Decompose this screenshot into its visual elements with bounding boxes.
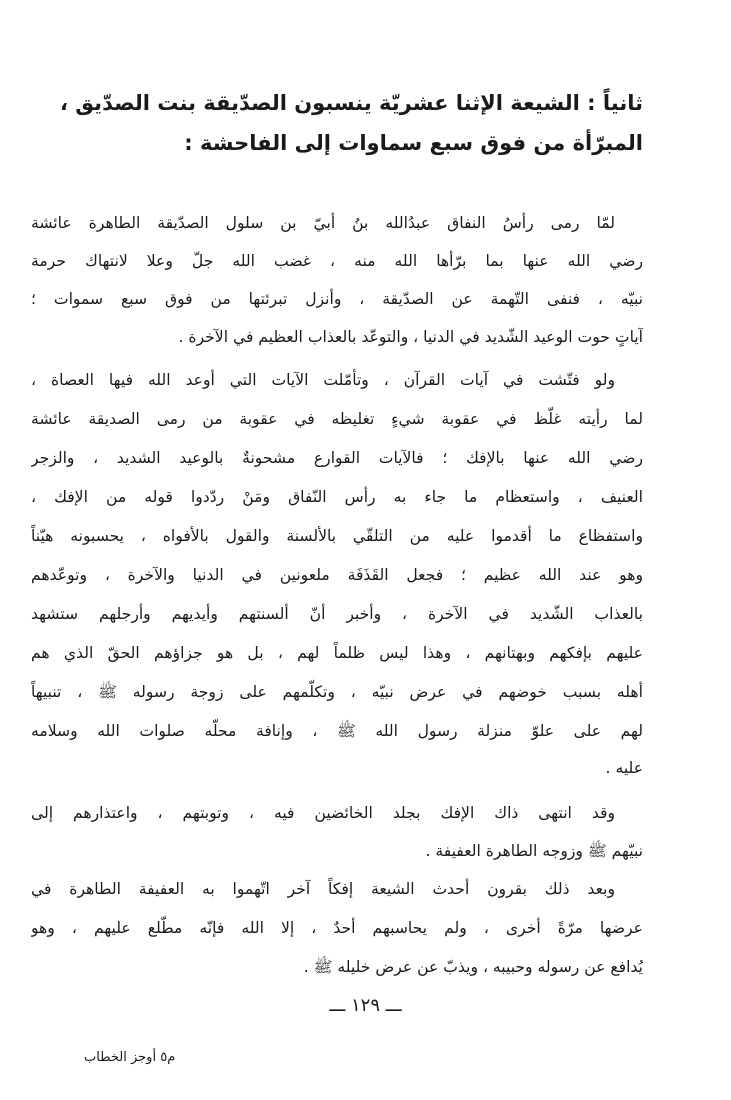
paragraph-4-line-1: وبعد ذلك بقرون أحدث الشيعة إفكاً آخر اتّهموا به العفيفة الطاهرة في xyxy=(31,880,615,898)
paragraph-4-line-3: يُدافع عن رسوله وحبيبه ، ويذبّ عن عرض خليله ﷺ . xyxy=(303,958,643,976)
paragraph-2-line-1: ولو فتّشت في آيات القرآن ، وتأمّلت الآيات التي أوعد الله فيها العصاة ، xyxy=(31,371,615,389)
page-number: ـــ ١٢٩ ـــ xyxy=(329,995,402,1016)
paragraph-2-line-6: وهو عند الله عظيم ؛ فجعل القَذَفَة ملعونين في الدنيا والآخرة ، وتوعّدهم xyxy=(31,566,643,584)
paragraph-3-line-1: وقد انتهى ذاك الإفك بجلد الخائضين فيه ، وتوبتهم ، واعتذارهم إلى xyxy=(31,804,615,822)
paragraph-2-line-5: واستفظاع ما أقدموا عليه من التلقّي بالألسنة والقول بالأفواه ، يحسبونه هيّناً xyxy=(31,527,643,545)
paragraph-2-line-11: عليه . xyxy=(605,759,643,777)
paragraph-1-line-4: آياتٍ حوت الوعيد الشّديد في الدنيا ، والتوعّد بالعذاب العظيم في الآخرة . xyxy=(178,328,643,346)
paragraph-1-line-2: رضي الله عنها بما برّأها الله منه ، غضب الله جلّ وعلا لانتهاك حرمة xyxy=(31,252,643,270)
heading-line-1: ثانياً : الشيعة الإثنا عشريّة ينسبون الصدّيقة بنت الصدّيق ، xyxy=(59,91,643,115)
footer-signature: م٥ أوجز الخطاب xyxy=(84,1050,176,1065)
paragraph-2-line-8: عليهم بإفكهم وبهتانهم ، وهذا ليس ظلماً لهم ، بل هو جزاؤهم الحقّ الذي هم xyxy=(31,644,643,662)
paragraph-3-line-2: نبيّهم ﷺ وزوجه الطاهرة العفيفة . xyxy=(425,842,643,860)
paragraph-1-line-3: نبيّه ، فنفى التّهمة عن الصدّيقة ، وأنزل تبرئتها من فوق سبع سموات ؛ xyxy=(31,290,643,308)
paragraph-2-line-7: بالعذاب الشّديد في الآخرة ، وأخبر أنّ ألسنتهم وأيديهم وأرجلهم ستشهد xyxy=(31,605,643,623)
paragraph-2-line-10: لهم على علوّ منزلة رسول الله ﷺ ، وإنافة محلّه صلوات الله وسلامه xyxy=(31,722,643,740)
paragraph-4-line-2: عرضها مرّةً أخرى ، ولم يحاسبهم أحدٌ ، إلا الله فإنّه مطّلع عليهم ، وهو xyxy=(31,919,643,937)
paragraph-2-line-2: لما رأيته غلّظ في عقوبة شيءٍ تغليظه في عقوبة من رمى الصديقة عائشة xyxy=(31,410,643,428)
paragraph-1-line-1: لمّا رمى رأسُ النفاق عبدُالله بنُ أبيّ بن سلول الصدّيقة الطاهرة عائشة xyxy=(31,214,615,232)
heading-line-2: المبرّأة من فوق سبع سماوات إلى الفاحشة : xyxy=(184,131,643,155)
paragraph-2-line-9: أهله بسبب خوضهم في عرض نبيّه ، وتكلّمهم على زوجة رسوله ﷺ ، تنبيهاً xyxy=(31,683,643,701)
paragraph-2-line-4: العنيف ، واستعظام ما جاء به رأس النّفاق ومَنْ ردّدوا قوله من الإفك ، xyxy=(31,488,643,506)
paragraph-2-line-3: رضي الله عنها بالإفك ؛ فالآيات القوارع مشحونةٌ بالوعيد الشديد ، والزجر xyxy=(31,449,643,467)
